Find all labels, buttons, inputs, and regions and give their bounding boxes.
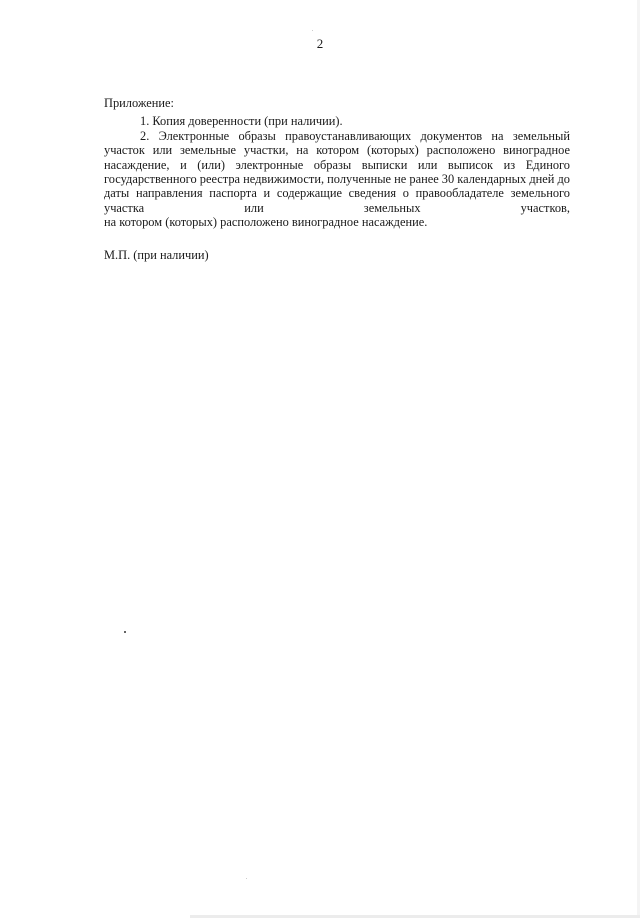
appendix-item-2-line: участок или земельные участки, на котором (которых) расположено виноградное bbox=[104, 143, 570, 158]
scan-speck bbox=[124, 631, 126, 633]
page-number: 2 bbox=[316, 36, 324, 51]
appendix-item-1: 1. Копия доверенности (при наличии). bbox=[140, 114, 343, 129]
appendix-item-2 bbox=[104, 129, 570, 230]
appendix-item-2-line: участка или земельных участков, bbox=[104, 200, 570, 215]
appendix-heading: Приложение: bbox=[104, 96, 174, 110]
appendix-item-2-line: государственного реестра недвижимости, полученные не ранее 30 календарных дней до bbox=[104, 172, 570, 187]
scan-speck bbox=[312, 30, 313, 31]
scan-speck bbox=[246, 878, 247, 879]
appendix-item-2-line: даты направления паспорта и содержащие сведения о правообладателе земельного bbox=[104, 186, 570, 201]
appendix-item-2-line: на котором (которых) расположено виноградное насаждение. bbox=[104, 215, 428, 230]
appendix-item-2-line: насаждение, и (или) электронные образы выписки или выписок из Единого bbox=[104, 157, 570, 172]
appendix-item-2-line: 2. Электронные образы правоустанавливающих документов на земельный bbox=[140, 128, 570, 143]
seal-note: М.П. (при наличии) bbox=[104, 248, 209, 262]
appendix-section bbox=[104, 96, 570, 230]
